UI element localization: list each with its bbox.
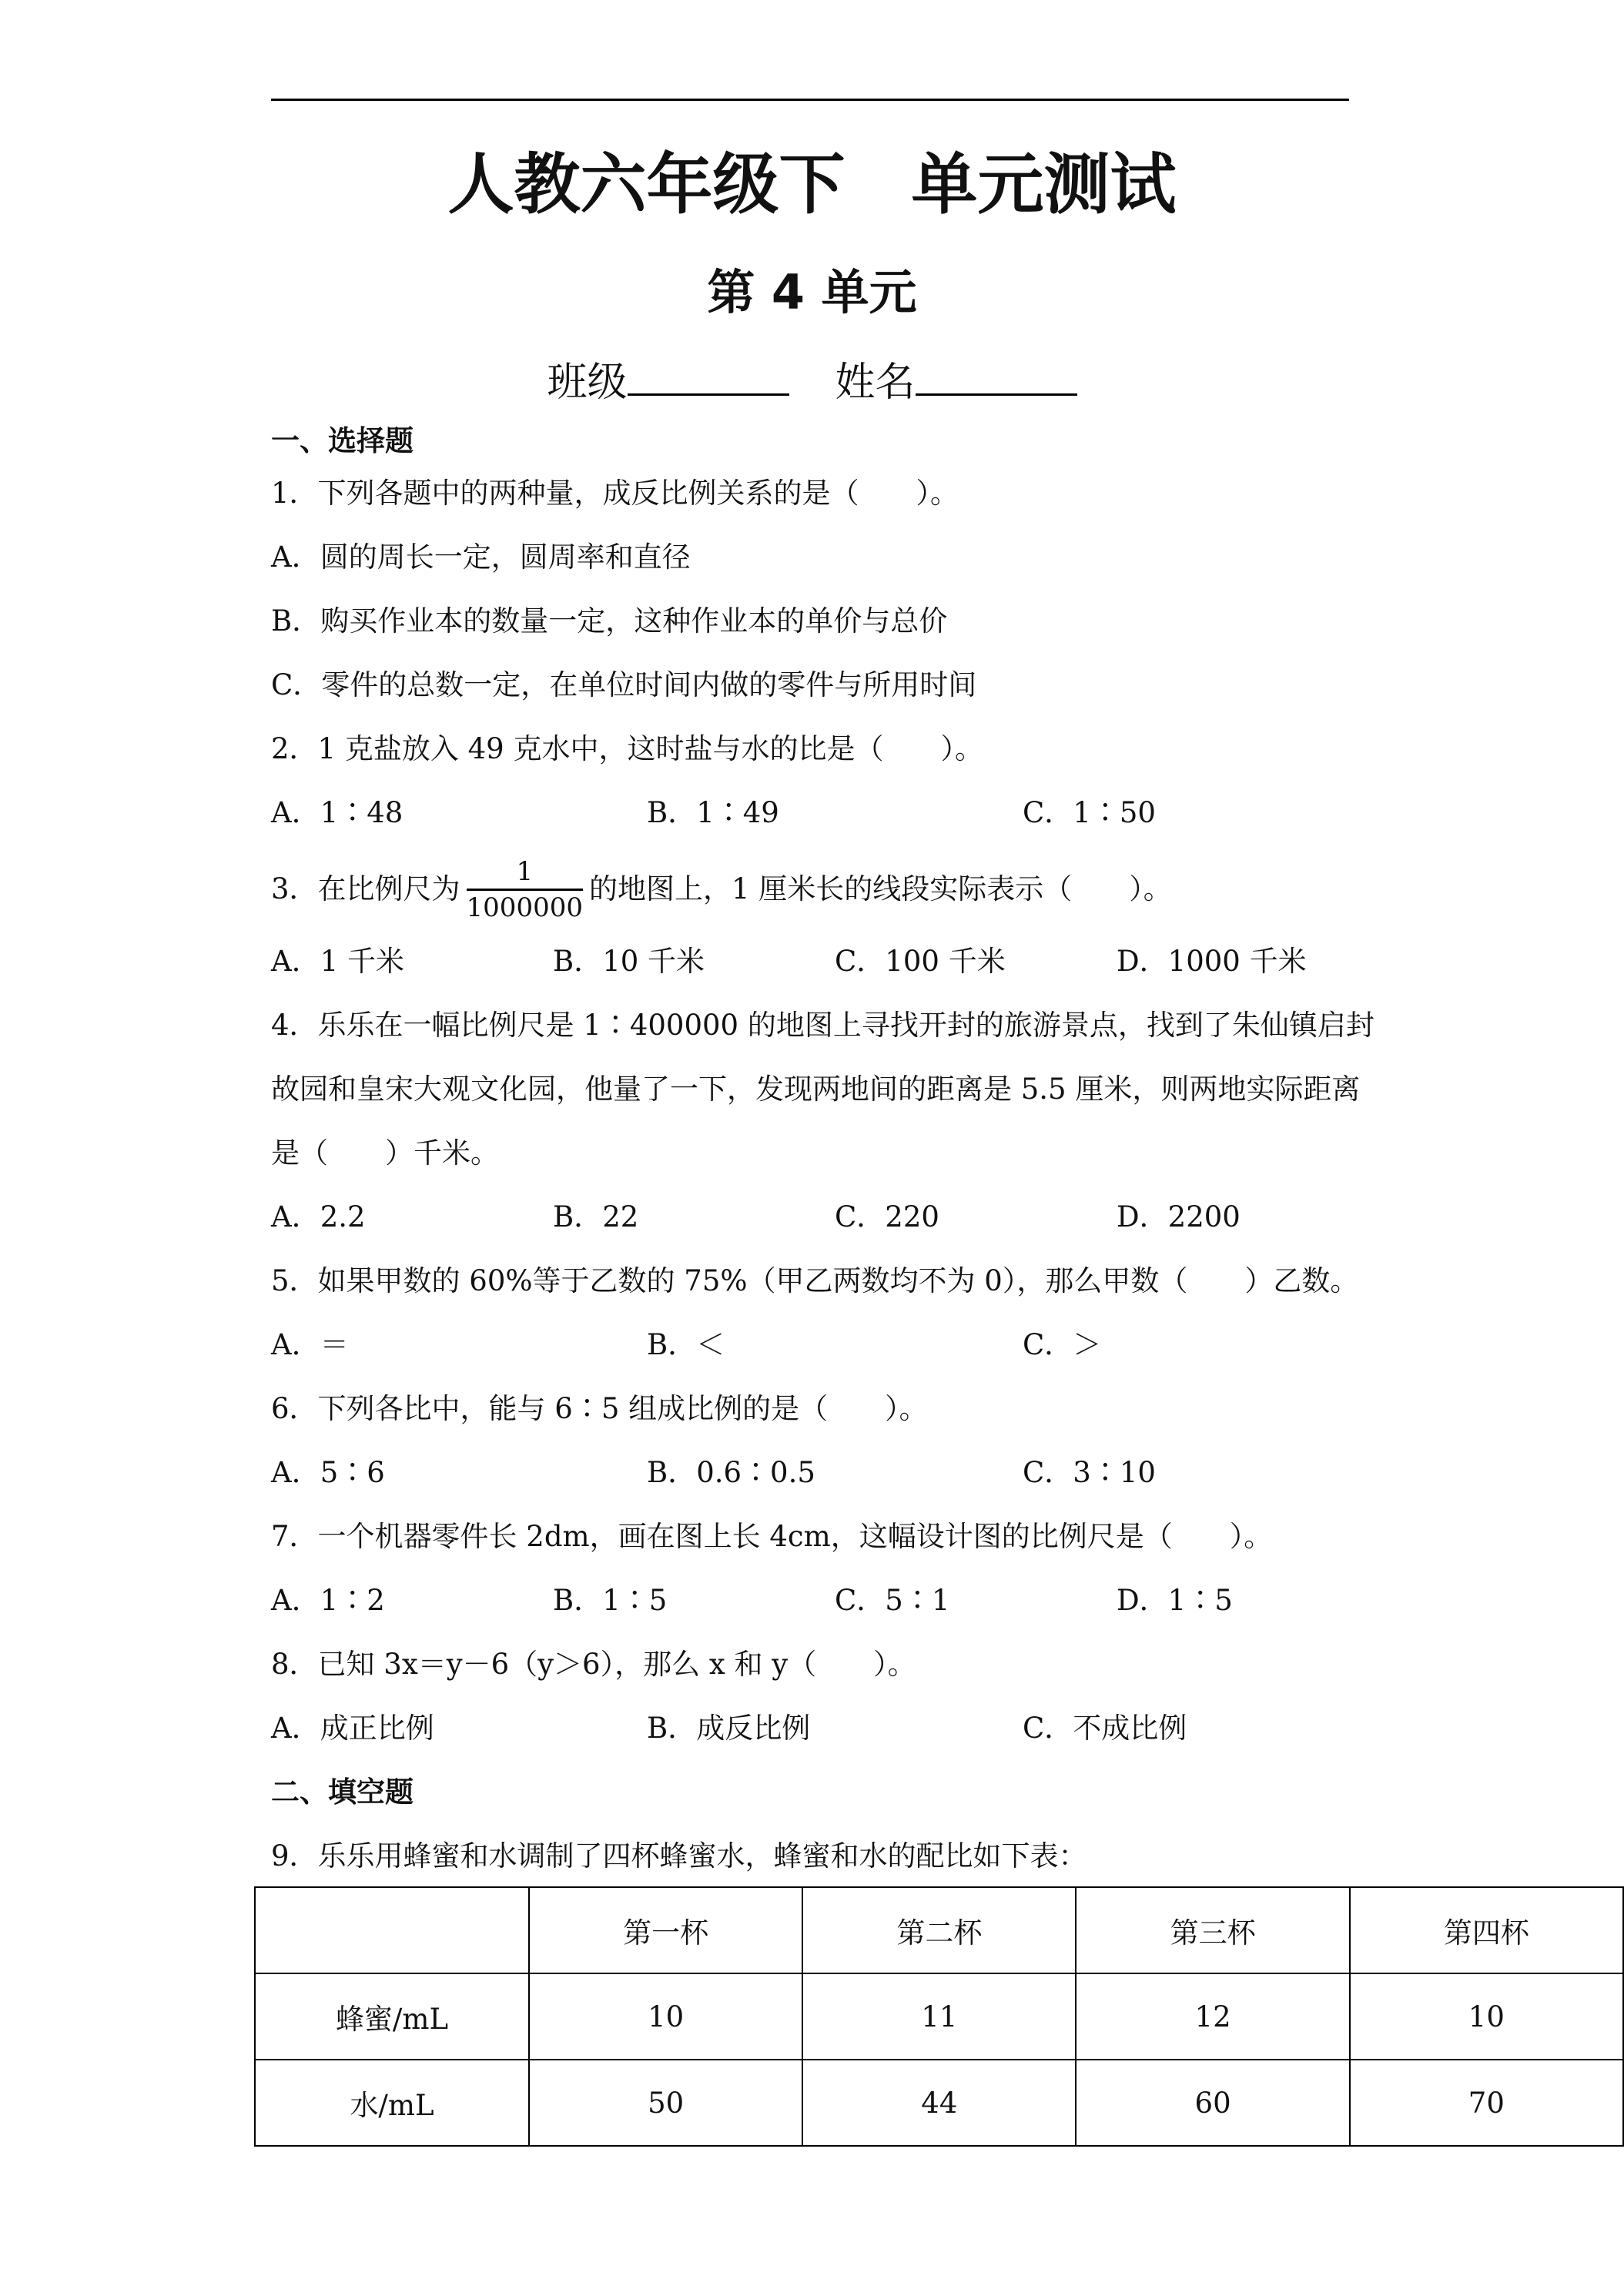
q5-option-c: C．＞	[1023, 1328, 1102, 1361]
q3-option-d: D．1000 千米	[1117, 945, 1307, 978]
q8-option-c: C．不成比例	[1023, 1712, 1187, 1745]
q3-stem	[271, 852, 1172, 927]
table-row	[255, 1973, 1623, 2060]
q4-option-c: C．220	[835, 1200, 939, 1233]
q4-stem-line1: 4．乐乐在一幅比例尺是 1∶400000 的地图上寻找开封的旅游景点，找到了朱仙镇启封	[271, 1009, 1375, 1042]
table-cell: 44	[802, 2060, 1076, 2146]
q7-option-a: A．1∶2	[271, 1584, 385, 1617]
honey-water-table	[254, 1886, 1624, 2147]
name-blank[interactable]	[916, 350, 1077, 396]
table-cell: 第四杯	[1350, 1887, 1623, 1973]
table-cell: 水/mL	[255, 2060, 529, 2146]
q6-stem: 6．下列各比中，能与 6∶5 组成比例的是（ ）。	[271, 1392, 928, 1425]
q4-stem-line3: 是（ ）千米。	[271, 1136, 499, 1170]
q6-option-b: B．0.6∶0.5	[647, 1456, 815, 1489]
q5-option-b: B．＜	[647, 1328, 725, 1361]
table-cell: 11	[802, 1973, 1076, 2060]
q1-option-a: A．圆的周长一定，圆周率和直径	[271, 541, 691, 574]
q9-stem: 9．乐乐用蜂蜜和水调制了四杯蜂蜜水，蜂蜜和水的配比如下表：	[271, 1839, 1087, 1873]
q2-option-a: A．1∶48	[271, 796, 403, 829]
q8-option-a: A．成正比例	[271, 1712, 434, 1745]
q5-stem: 5．如果甲数的 60%等于乙数的 75%（甲乙两数均不为 0），那么甲数（ ）乙数。	[271, 1264, 1359, 1297]
class-name-row	[0, 350, 1624, 410]
table-cell: 10	[1350, 1973, 1623, 2060]
q3-option-c: C．100 千米	[835, 945, 1006, 978]
table-cell: 70	[1350, 2060, 1623, 2146]
q8-option-b: B．成反比例	[647, 1712, 811, 1745]
table-cell: 12	[1076, 1973, 1349, 2060]
q7-option-b: B．1∶5	[553, 1584, 668, 1617]
q7-option-c: C．5∶1	[835, 1584, 950, 1617]
table-cell	[255, 1887, 529, 1973]
q8-stem: 8．已知 3x＝y－6（y＞6），那么 x 和 y（ ）。	[271, 1648, 916, 1681]
q3-option-b: B．10 千米	[553, 945, 705, 978]
q6-option-a: A．5∶6	[271, 1456, 385, 1489]
top-rule	[271, 99, 1349, 101]
q3-frac-denominator: 1000000	[467, 889, 583, 925]
q3-scale-fraction	[467, 855, 583, 925]
q3-option-a: A．1 千米	[271, 945, 405, 978]
table-cell: 50	[529, 2060, 802, 2146]
q4-option-b: B．22	[553, 1200, 639, 1233]
unit-title: 第 4 单元	[707, 264, 917, 320]
q4-option-d: D．2200	[1117, 1200, 1241, 1233]
q7-option-d: D．1∶5	[1117, 1584, 1233, 1617]
q2-stem: 2．1 克盐放入 49 克水中，这时盐与水的比是（ ）。	[271, 732, 983, 765]
q5-option-a: A．＝	[271, 1328, 349, 1361]
section-choice: 一、选择题	[271, 424, 414, 457]
table-cell: 第一杯	[529, 1887, 802, 1973]
q1-option-b: B．购买作业本的数量一定，这种作业本的单价与总价	[271, 604, 948, 638]
q3-stem-post: 的地图上，1 厘米长的线段实际表示（ ）。	[588, 872, 1172, 905]
q2-option-c: C．1∶50	[1023, 796, 1156, 829]
table-cell: 60	[1076, 2060, 1349, 2146]
q7-stem: 7．一个机器零件长 2dm，画在图上长 4cm，这幅设计图的比例尺是（ ）。	[271, 1520, 1273, 1553]
q1-stem: 1．下列各题中的两种量，成反比例关系的是（ ）。	[271, 477, 959, 510]
class-blank[interactable]	[628, 350, 789, 396]
table-header-row	[255, 1887, 1623, 1973]
page-title: 人教六年级下 单元测试	[447, 146, 1177, 223]
table-cell: 第二杯	[802, 1887, 1076, 1973]
name-label: 姓名	[835, 360, 916, 406]
q4-stem-line2: 故园和皇宋大观文化园，他量了一下，发现两地间的距离是 5.5 厘米，则两地实际距离	[271, 1073, 1361, 1106]
table-cell: 第三杯	[1076, 1887, 1349, 1973]
section-fill: 二、填空题	[271, 1776, 414, 1809]
table-row	[255, 2060, 1623, 2146]
q2-option-b: B．1∶49	[647, 796, 779, 829]
q1-option-c: C．零件的总数一定，在单位时间内做的零件与所用时间	[271, 668, 977, 701]
class-label: 班级	[547, 360, 628, 406]
table-cell: 10	[529, 1973, 802, 2060]
q6-option-c: C．3∶10	[1023, 1456, 1156, 1489]
q4-option-a: A．2.2	[271, 1200, 366, 1233]
q3-frac-numerator: 1	[516, 856, 534, 887]
table-cell: 蜂蜜/mL	[255, 1973, 529, 2060]
q3-stem-pre: 3．在比例尺为	[271, 872, 460, 905]
